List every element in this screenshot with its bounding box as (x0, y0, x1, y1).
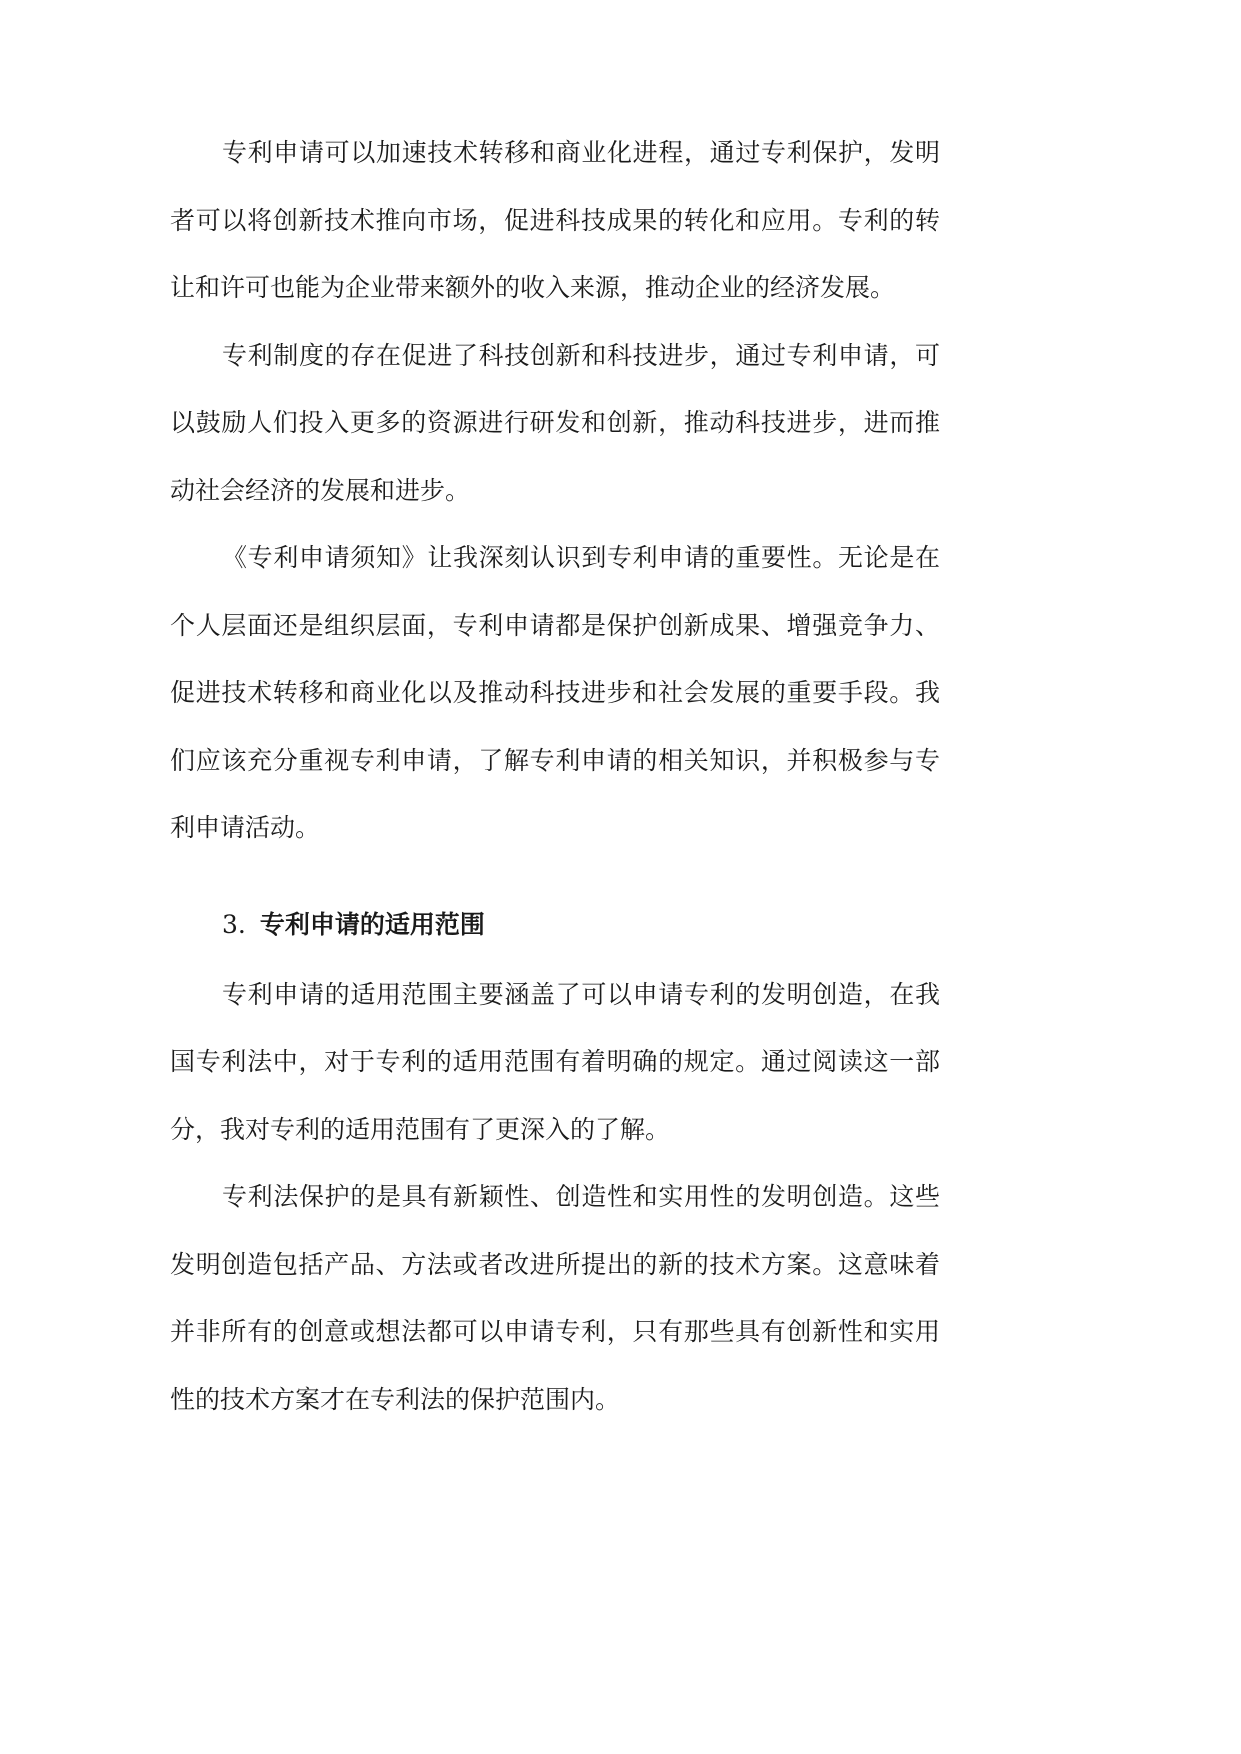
document-body (170, 119, 940, 1433)
text-line: 专利申请的适用范围主要涵盖了可以申请专利的发明创造，在我 (222, 979, 940, 1009)
text-line: 国专利法中，对于专利的适用范围有着明确的规定。通过阅读这一部 (170, 1047, 940, 1076)
text-line: 专利申请可以加速技术转移和商业化进程，通过专利保护，发明 (222, 138, 940, 167)
section-title: 专利申请的适用范围 (259, 909, 485, 939)
text-line: 者可以将创新技术推向市场，促进科技成果的转化和应用。专利的转 (170, 205, 940, 235)
paragraph (170, 961, 940, 1164)
paragraph (170, 119, 940, 322)
section-heading (170, 889, 940, 961)
text-line: 并非所有的创意或想法都可以申请专利，只有那些具有创新性和实用 (170, 1317, 940, 1346)
text-line: 性的技术方案才在专利法的保护范围内。 (170, 1384, 621, 1414)
text-line: 专利制度的存在促进了科技创新和科技进步，通过专利申请，可 (222, 340, 940, 370)
text-line: 《专利申请须知》让我深刻认识到专利申请的重要性。无论是在 (222, 543, 940, 572)
text-line: 让和许可也能为企业带来额外的收入来源，推动企业的经济发展。 (170, 273, 896, 302)
text-line: 专利法保护的是具有新颖性、创造性和实用性的发明创造。这些 (222, 1182, 940, 1211)
paragraph (170, 524, 940, 862)
text-line: 发明创造包括产品、方法或者改进所提出的新的技术方案。这意味着 (170, 1249, 940, 1279)
text-line: 促进技术转移和商业化以及推动科技进步和社会发展的重要手段。我 (170, 678, 940, 707)
paragraph (170, 322, 940, 525)
paragraph (170, 1163, 940, 1433)
text-line: 动社会经济的发展和进步。 (170, 475, 471, 505)
text-line: 以鼓励人们投入更多的资源进行研发和创新，推动科技进步，进而推 (170, 408, 940, 437)
section-number: 3. (222, 909, 246, 939)
text-line: 利申请活动。 (170, 813, 321, 842)
text-line: 分，我对专利的适用范围有了更深入的了解。 (170, 1114, 671, 1144)
text-line: 们应该充分重视专利申请，了解专利申请的相关知识，并积极参与专 (170, 745, 940, 775)
text-line: 个人层面还是组织层面，专利申请都是保护创新成果、增强竞争力、 (170, 610, 940, 640)
